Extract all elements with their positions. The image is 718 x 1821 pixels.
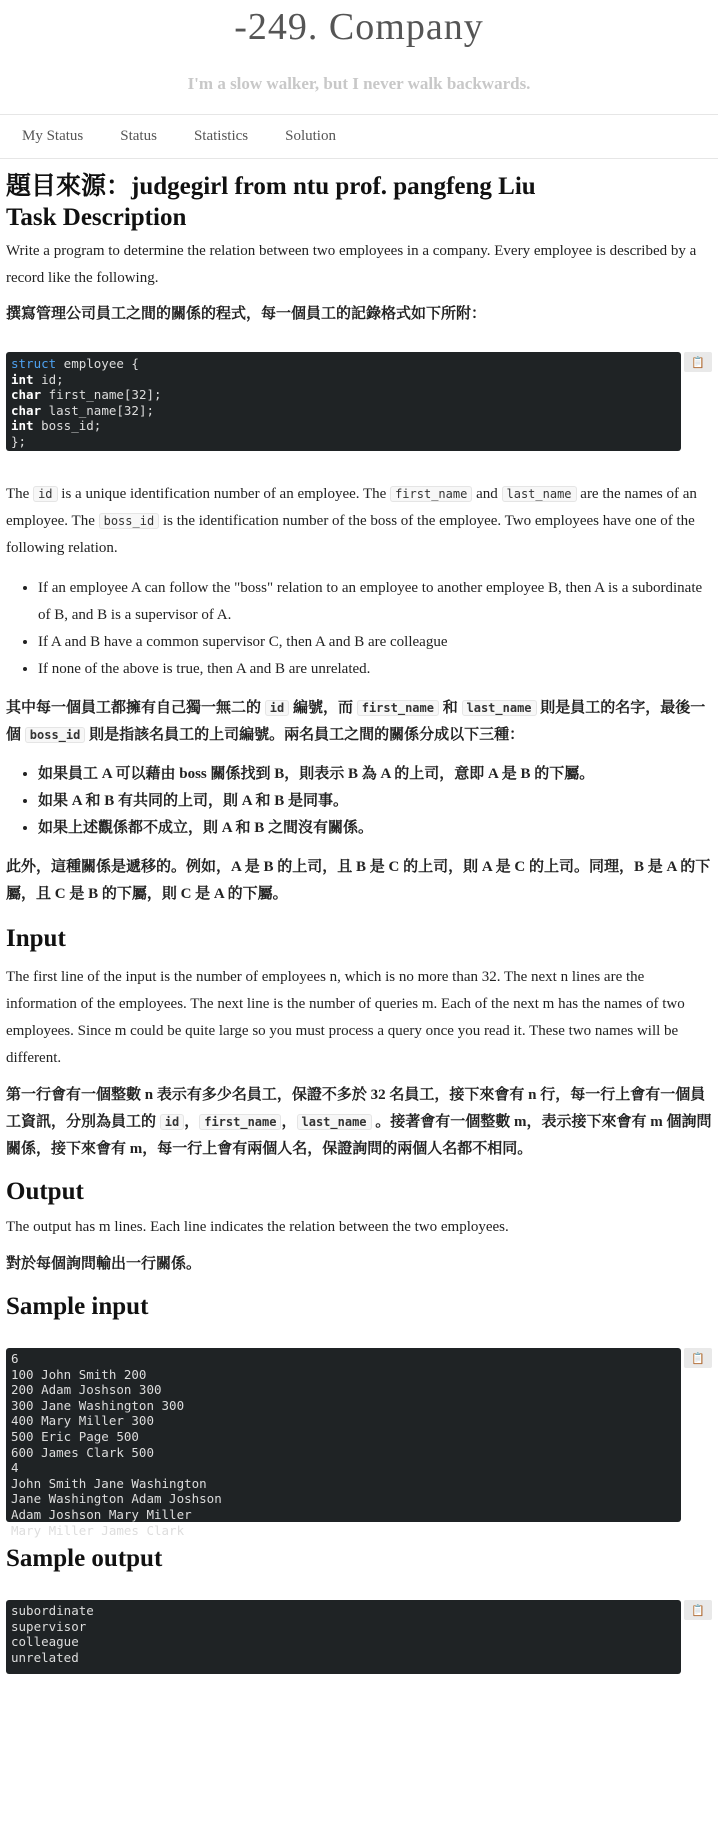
- inline-code-last-name: last_name: [462, 700, 537, 716]
- task-description-heading: Task Description: [6, 204, 187, 231]
- code-text: boss_id;: [33, 418, 102, 434]
- nav-statistics[interactable]: Statistics: [193, 128, 249, 144]
- nav-my-status[interactable]: My Status: [22, 128, 84, 144]
- text: 和: [438, 700, 462, 716]
- text: is the identification number of the boss of the employee. Two employees have one of the following relation.: [6, 513, 695, 556]
- text: 其中每一個員工都擁有自己獨一無二的: [6, 700, 265, 716]
- text: 編號，而: [289, 700, 357, 716]
- task-para-2-zh: [6, 695, 712, 749]
- list-item: • 如果上述觀係都不成立，則 A 和 B 之間沒有關係。: [38, 815, 712, 842]
- copy-icon[interactable]: 📋: [684, 1348, 712, 1368]
- inline-code-boss-id: boss_id: [99, 513, 160, 529]
- relation-list-en: [6, 575, 712, 683]
- list-item: • If none of the above is true, then A and B are unrelated.: [38, 656, 712, 683]
- list-item: • If A and B have a common supervisor C, then A and B are colleague: [38, 629, 712, 656]
- site-header: [0, 0, 718, 96]
- text: are the names of an employee. The: [6, 486, 697, 529]
- output-description: The output has m lines. Each line indicates the relation between the two employees.: [6, 1219, 509, 1235]
- text: The: [6, 486, 34, 502]
- inline-code-boss-id: boss_id: [25, 727, 86, 743]
- text: and: [472, 486, 502, 502]
- input-description: The first line of the input is the number of employees n, which is no more than 32. The next n lines are the information of the employees. The next line is the number of queries m. Each of the next m has the names of two employees. Since m could be quite large so you must process a query once you read it. These two names will be different.: [6, 969, 685, 1066]
- struct-code-block: [6, 352, 712, 451]
- text: ，: [281, 1114, 297, 1130]
- site-title[interactable]: -249. Company: [234, 6, 484, 48]
- nav-status[interactable]: Status: [120, 128, 157, 144]
- copy-icon[interactable]: 📋: [684, 1600, 712, 1620]
- sample-input-block: [6, 1348, 712, 1538]
- inline-code-last-name: last_name: [502, 486, 577, 502]
- output-heading: Output: [6, 1178, 84, 1205]
- inline-code-id: id: [33, 486, 57, 502]
- list-item: • 如果員工 A 可以藉由 boss 關係找到 B，則表示 B 為 A 的上司，意即 A 是 B 的下屬。: [38, 761, 712, 788]
- text: 則是員工的名字，最後一個: [6, 700, 706, 743]
- task-para-2: [6, 481, 712, 562]
- sample-output-heading: Sample output: [6, 1545, 163, 1572]
- sample-input-heading: Sample input: [6, 1293, 149, 1320]
- list-item: • 如果 A 和 B 有共同的上司，則 A 和 B 是同事。: [38, 788, 712, 815]
- input-heading: Input: [6, 925, 66, 952]
- transitive-note-zh: 此外，這種關係是遞移的。例如，A 是 B 的上司，且 B 是 C 的上司，則 A 是 C 的上司。同理，B 是 A 的下屬，且 C 是 B 的下屬，則 C 是 A 的下屬。: [6, 859, 711, 902]
- sample-output-code[interactable]: subordinate supervisor colleague unrelated: [6, 1600, 681, 1674]
- inline-code-last-name: last_name: [297, 1114, 372, 1130]
- task-intro-zh: 撰寫管理公司員工之間的關係的程式，每一個員工的記錄格式如下所附：: [6, 306, 487, 322]
- sample-output-block: [6, 1600, 712, 1674]
- inline-code-id: id: [160, 1114, 184, 1130]
- problem-content: [0, 169, 718, 1674]
- sample-input-code[interactable]: 6 100 John Smith 200 200 Adam Joshson 300 300 Jane Washington 300 400 Mary Miller 300 500 Eric Page 500 600 James Clark 500 4 John Smith Jane Washington Jane Washington Adam Joshson Adam Joshson Mary Miller Mary Miller James Clark: [6, 1348, 681, 1522]
- code-text: first_name[32];: [41, 387, 162, 403]
- code-text: id;: [33, 371, 64, 387]
- code-type: int: [11, 418, 34, 434]
- text: 。接著會有一個整數 m，表示接下來會有 m 個詢問關係，接下來會有 m，每一行上會有兩個人名，保證詢問的兩個人名都不相同。: [6, 1114, 712, 1157]
- inline-code-first-name: first_name: [357, 700, 439, 716]
- task-intro: Write a program to determine the relation between two employees in a company. Every employee is described by a record like the following.: [6, 243, 697, 286]
- copy-icon[interactable]: 📋: [684, 352, 712, 372]
- inline-code-first-name: first_name: [199, 1114, 281, 1130]
- code-text: employee {: [56, 356, 139, 371]
- code-keyword: struct: [11, 356, 57, 371]
- nav-solution[interactable]: Solution: [285, 128, 336, 144]
- code-type: char: [11, 402, 42, 418]
- relation-list-zh: [6, 761, 712, 842]
- text: ，: [184, 1114, 200, 1130]
- text: 則是指該名員工的上司編號。兩名員工之間的關係分成以下三種：: [85, 727, 525, 743]
- inline-code-id: id: [265, 700, 289, 716]
- source-heading: 題目來源：judgegirl from ntu prof. pangfeng Liu: [6, 173, 536, 200]
- code-type: int: [11, 371, 34, 387]
- code-text: };: [11, 433, 27, 449]
- text: 第一行會有一個整數 n 表示有多少名員工，保證不多於 32 名員工，接下來會有 n 行，每一行上會有一個員工資訊，分別為員工的: [6, 1087, 706, 1130]
- list-item: • If an employee A can follow the "boss" relation to an employee to another employee B, then A is a subordinate of B, and B is a supervisor of A.: [38, 575, 712, 629]
- text: is a unique identification number of an employee. The: [57, 486, 391, 502]
- struct-code[interactable]: [6, 352, 681, 451]
- code-text: last_name[32];: [41, 402, 154, 418]
- input-description-zh: [6, 1082, 712, 1163]
- inline-code-first-name: first_name: [390, 486, 472, 502]
- site-subtitle: I'm a slow walker, but I never walk backwards.: [187, 74, 531, 93]
- output-description-zh: 對於每個詢問輸出一行關係。: [6, 1256, 202, 1272]
- top-nav: [0, 114, 718, 159]
- code-type: char: [11, 387, 42, 403]
